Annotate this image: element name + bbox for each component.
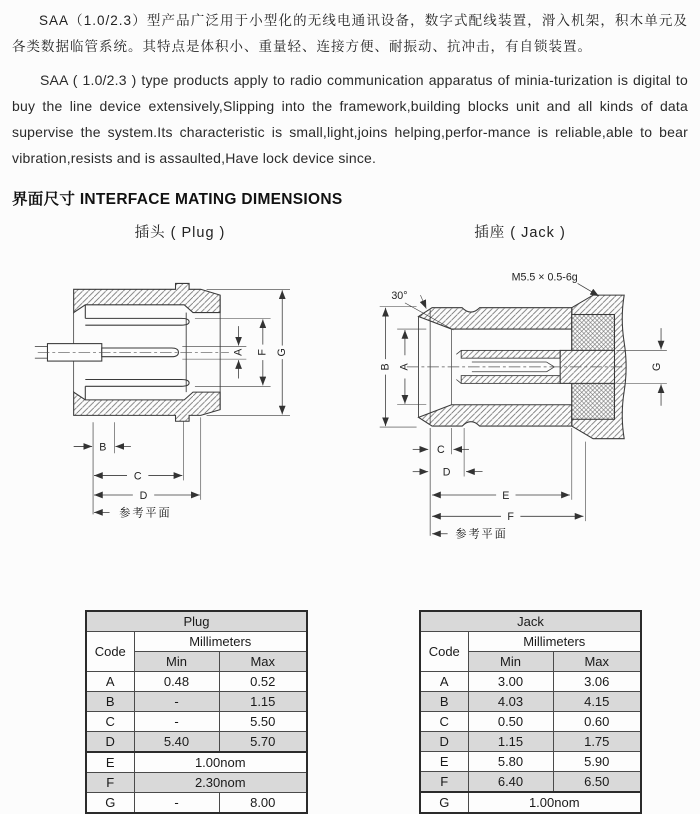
table-row [86, 711, 307, 731]
span-cell: 1.00nom [134, 752, 307, 773]
min-cell: 5.40 [134, 731, 219, 752]
jack-table-title: Jack [420, 611, 641, 632]
code-cell: C [86, 711, 134, 731]
jack-dim-b-label: B [379, 363, 392, 371]
table-row [420, 671, 641, 691]
max-cell: 0.60 [553, 711, 641, 731]
code-cell: C [420, 711, 468, 731]
max-cell: 1.75 [553, 731, 641, 751]
dimension-tables [85, 610, 690, 814]
jack-code-header: Code [420, 631, 468, 671]
plug-dim-c-label: C [133, 470, 142, 483]
min-cell: 4.03 [468, 691, 553, 711]
max-cell: 3.06 [553, 671, 641, 691]
min-cell: 0.50 [468, 711, 553, 731]
max-cell: 4.15 [553, 691, 641, 711]
plug-dim-b-label: B [99, 441, 107, 454]
jack-drawing [370, 246, 690, 546]
jack-caption: 插座 ( Jack ) [474, 224, 566, 241]
table-row [420, 691, 641, 711]
table-row [86, 731, 307, 752]
table-row [420, 771, 641, 792]
jack-unit-header: Millimeters [468, 631, 641, 651]
max-cell: 0.52 [219, 671, 307, 691]
code-cell: B [420, 691, 468, 711]
max-cell: 1.15 [219, 691, 307, 711]
code-cell: E [420, 751, 468, 771]
table-row [420, 792, 641, 813]
table-row [420, 711, 641, 731]
min-cell: - [134, 691, 219, 711]
plug-drawing [30, 246, 360, 546]
min-cell: 3.00 [468, 671, 553, 691]
code-cell: B [86, 691, 134, 711]
intro-paragraph-zh: SAA（1.0/2.3）型产品广泛用于小型化的无线电通讯设备，数字式配线装置，滑入机架，积木单元及各类数据临管系统。其特点是体积小、重量轻、连接方便、耐振动、抗冲击，有自锁装置。 [12, 13, 688, 54]
intro-paragraph-en: SAA ( 1.0/2.3 ) type products apply to radio communication apparatus of minia-turization is digital to buy the line device extensively,Slipping into the framework,building blocks unit and all kinds of data supervise the system.Its characteristic is small,light,joins helping,perfor-mance is reliable,able to bear vibration,resists and is assaulted,Have lock device since. [12, 72, 688, 166]
plug-max-header: Max [219, 651, 307, 671]
table-row [420, 731, 641, 751]
jack-table [419, 610, 642, 814]
plug-unit-header: Millimeters [134, 631, 307, 651]
max-cell: 5.70 [219, 731, 307, 752]
span-cell: 2.30nom [134, 772, 307, 792]
code-cell: F [86, 772, 134, 792]
min-cell: 1.15 [468, 731, 553, 751]
code-cell: F [420, 771, 468, 792]
jack-min-header: Min [468, 651, 553, 671]
table-row [420, 751, 641, 771]
max-cell: 5.90 [553, 751, 641, 771]
code-cell: G [420, 792, 468, 813]
plug-table-header-row1 [86, 631, 307, 651]
jack-table-header-row1 [420, 631, 641, 651]
jack-dim-c-label: C [436, 444, 445, 457]
plug-ref-plane-label: 参考平面 [119, 507, 172, 520]
min-cell: - [134, 792, 219, 813]
jack-dim-a-label: A [398, 363, 411, 371]
jack-thread-callout: M5.5 × 0.5-6g [511, 271, 578, 284]
max-cell: 8.00 [219, 792, 307, 813]
jack-ref-plane-label: 参考平面 [455, 528, 508, 541]
jack-dim-d-label: D [442, 466, 451, 479]
plug-dim-d-label: D [139, 489, 148, 502]
jack-dim-f-label: F [507, 511, 514, 524]
section-heading-zh: 界面尺寸 [12, 190, 76, 208]
jack-angle-label: 30° [391, 289, 408, 302]
span-cell: 1.00nom [468, 792, 641, 813]
code-cell: G [86, 792, 134, 813]
plug-table-title: Plug [86, 611, 307, 632]
plug-dim-f-label: F [256, 348, 269, 356]
section-heading [12, 187, 690, 209]
min-cell: 5.80 [468, 751, 553, 771]
table-row [86, 772, 307, 792]
jack-max-header: Max [553, 651, 641, 671]
code-cell: E [86, 752, 134, 773]
min-cell: 0.48 [134, 671, 219, 691]
min-cell: - [134, 711, 219, 731]
table-row [86, 792, 307, 813]
plug-caption: 插头 ( Plug ) [134, 224, 226, 241]
jack-dim-e-label: E [502, 489, 510, 502]
drawings-row [10, 246, 690, 546]
max-cell: 6.50 [553, 771, 641, 792]
section-heading-en: INTERFACE MATING DIMENSIONS [79, 190, 343, 208]
jack-table-title-row [420, 611, 641, 632]
plug-dim-a-label: A [232, 348, 245, 356]
plug-code-header: Code [86, 631, 134, 671]
max-cell: 5.50 [219, 711, 307, 731]
table-row [86, 752, 307, 773]
code-cell: A [420, 671, 468, 691]
table-row [86, 691, 307, 711]
code-cell: D [86, 731, 134, 752]
plug-table-title-row [86, 611, 307, 632]
code-cell: A [86, 671, 134, 691]
drawing-captions [10, 221, 690, 242]
code-cell: D [420, 731, 468, 751]
plug-table [85, 610, 308, 814]
jack-dim-g-label: G [650, 362, 663, 371]
plug-min-header: Min [134, 651, 219, 671]
table-row [86, 671, 307, 691]
min-cell: 6.40 [468, 771, 553, 792]
plug-dim-g-label: G [276, 348, 289, 357]
